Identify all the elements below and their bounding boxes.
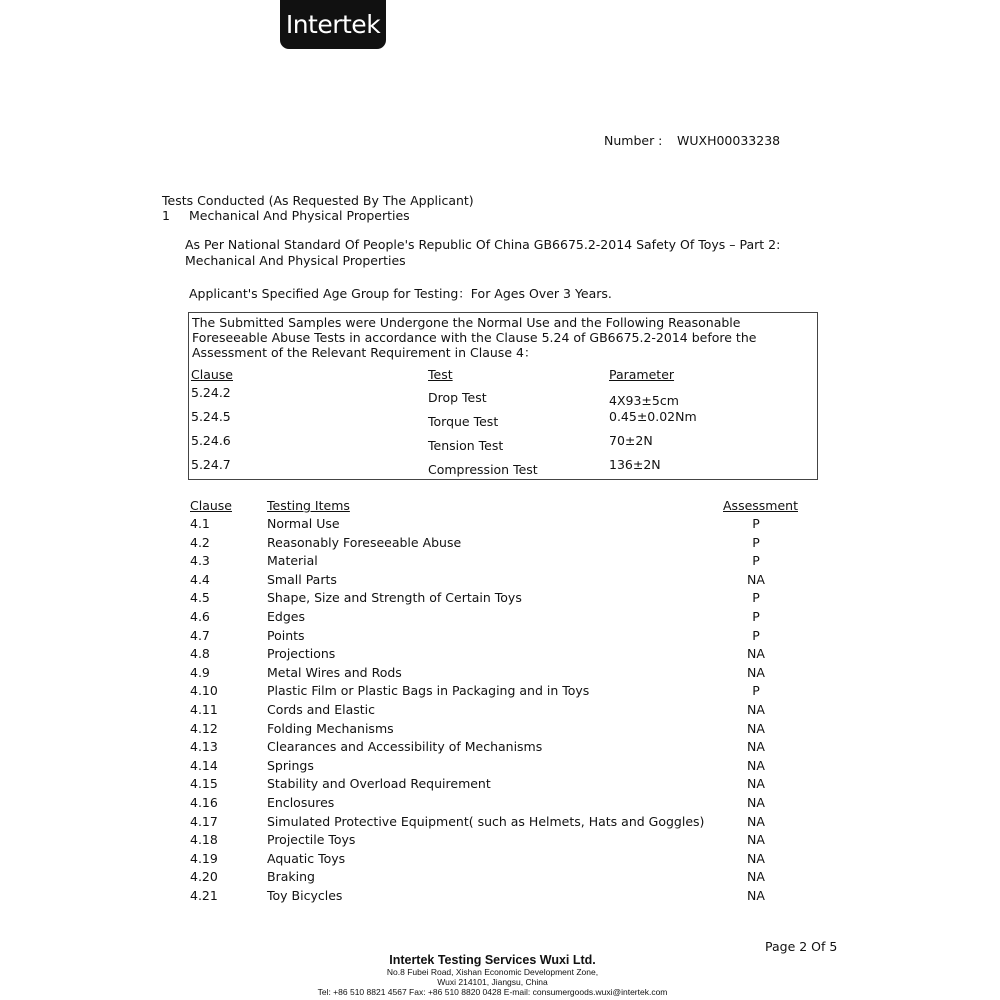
assessment-row-clause: 4.16	[190, 795, 218, 810]
assessment-row-clause: 4.12	[190, 721, 218, 736]
assessment-row-clause: 4.10	[190, 683, 218, 698]
assessment-row-result: NA	[747, 869, 765, 884]
abuse-row-parameter: 4X93±5cm	[609, 393, 679, 408]
abuse-row-parameter: 0.45±0.02Nm	[609, 409, 697, 424]
assessment-row-result: NA	[747, 832, 765, 847]
assessment-row-clause: 4.15	[190, 776, 218, 791]
assessment-row-clause: 4.2	[190, 535, 210, 550]
assessment-header-clause: Clause	[190, 498, 232, 513]
age-group: Applicant's Specified Age Group for Testing：For Ages Over 3 Years.	[189, 286, 612, 301]
assessment-row-item: Edges	[267, 609, 305, 624]
assessment-row-clause: 4.19	[190, 851, 218, 866]
assessment-row-item: Projectile Toys	[267, 832, 356, 847]
assessment-row-result: NA	[747, 776, 765, 791]
company-name: Intertek Testing Services Wuxi Ltd.	[389, 953, 596, 967]
abuse-row-clause: 5.24.5	[191, 409, 231, 424]
report-number-label: Number :	[604, 133, 663, 148]
assessment-row-result: NA	[747, 739, 765, 754]
page-number: Page 2 Of 5	[765, 939, 838, 954]
address-line-1: No.8 Fubei Road, Xishan Economic Development Zone,	[386, 967, 599, 977]
assessment-row-result: NA	[747, 665, 765, 680]
assessment-row-result: P	[752, 683, 760, 698]
assessment-row-item: Aquatic Toys	[267, 851, 346, 866]
assessment-row-result: P	[752, 516, 760, 531]
abuse-row-test: Drop Test	[428, 390, 487, 405]
assessment-row-clause: 4.1	[190, 516, 210, 531]
assessment-row-clause: 4.3	[190, 553, 210, 568]
abuse-row-clause: 5.24.6	[191, 433, 231, 448]
section-heading: Mechanical And Physical Properties	[189, 208, 410, 223]
assessment-row-clause: 4.11	[190, 702, 218, 717]
assessment-row-clause: 4.6	[190, 609, 210, 624]
section-number: 1	[162, 208, 170, 223]
assessment-row-result: NA	[747, 795, 765, 810]
assessment-row-item: Projections	[267, 646, 336, 661]
assessment-row-clause: 4.14	[190, 758, 218, 773]
abuse-row-test: Torque Test	[428, 414, 499, 429]
abuse-row-parameter: 136±2N	[609, 457, 661, 472]
assessment-row-result: P	[752, 590, 760, 605]
assessment-row-result: NA	[747, 572, 765, 587]
address-line-2: Wuxi 214101, Jiangsu, China	[437, 977, 548, 987]
assessment-row-item: Shape, Size and Strength of Certain Toys	[267, 590, 522, 605]
tests-conducted-title: Tests Conducted (As Requested By The Applicant)	[162, 193, 474, 208]
abuse-tests-box	[188, 312, 818, 480]
assessment-row-item: Normal Use	[267, 516, 340, 531]
abuse-row-clause: 5.24.7	[191, 457, 231, 472]
report-number-value: WUXH00033238	[677, 133, 781, 148]
assessment-row-result: NA	[747, 758, 765, 773]
abuse-header-parameter: Parameter	[609, 367, 675, 382]
assessment-row-item: Small Parts	[267, 572, 337, 587]
assessment-row-item: Clearances and Accessibility of Mechanisms	[267, 739, 543, 754]
assessment-row-item: Cords and Elastic	[267, 702, 375, 717]
standard-reference: As Per National Standard Of People's Republic Of China GB6675.2-2014 Safety Of Toys – Part 2: Mechanical And Physical Properties	[185, 237, 781, 268]
assessment-row-clause: 4.20	[190, 869, 218, 884]
assessment-row-result: NA	[747, 702, 765, 717]
assessment-row-clause: 4.4	[190, 572, 210, 587]
assessment-row-item: Reasonably Foreseeable Abuse	[267, 535, 462, 550]
assessment-row-clause: 4.5	[190, 590, 210, 605]
abuse-row-test: Compression Test	[428, 462, 538, 477]
assessment-row-item: Points	[267, 628, 305, 643]
intertek-logo: Intertek	[280, 0, 386, 49]
assessment-row-clause: 4.9	[190, 665, 210, 680]
assessment-header-assessment: Assessment	[723, 498, 798, 513]
assessment-row-item: Springs	[267, 758, 314, 773]
contact-line: Tel: +86 510 8821 4567 Fax: +86 510 8820 0428 E-mail: consumergoods.wuxi@intertek.com	[317, 987, 668, 997]
abuse-row-test: Tension Test	[428, 438, 504, 453]
assessment-row-result: NA	[747, 721, 765, 736]
assessment-row-item: Braking	[267, 869, 315, 884]
assessment-row-item: Enclosures	[267, 795, 335, 810]
assessment-row-item: Material	[267, 553, 318, 568]
assessment-row-item: Folding Mechanisms	[267, 721, 394, 736]
abuse-header-clause: Clause	[191, 367, 233, 382]
assessment-row-result: P	[752, 609, 760, 624]
assessment-row-item: Toy Bicycles	[267, 888, 343, 903]
assessment-header-item: Testing Items	[267, 498, 350, 513]
assessment-row-item: Simulated Protective Equipment( such as Helmets, Hats and Goggles)	[267, 814, 705, 829]
assessment-row-result: NA	[747, 814, 765, 829]
abuse-row-parameter: 70±2N	[609, 433, 653, 448]
assessment-row-clause: 4.17	[190, 814, 218, 829]
assessment-row-clause: 4.8	[190, 646, 210, 661]
assessment-row-result: NA	[747, 851, 765, 866]
assessment-row-clause: 4.7	[190, 628, 210, 643]
assessment-row-result: P	[752, 628, 760, 643]
assessment-row-item: Plastic Film or Plastic Bags in Packaging and in Toys	[267, 683, 590, 698]
abuse-row-clause: 5.24.2	[191, 385, 231, 400]
assessment-row-clause: 4.18	[190, 832, 218, 847]
assessment-row-clause: 4.13	[190, 739, 218, 754]
assessment-row-item: Metal Wires and Rods	[267, 665, 402, 680]
assessment-row-result: NA	[747, 646, 765, 661]
assessment-row-result: P	[752, 553, 760, 568]
assessment-row-item: Stability and Overload Requirement	[267, 776, 491, 791]
assessment-row-result: NA	[747, 888, 765, 903]
abuse-header-test: Test	[428, 367, 453, 382]
abuse-tests-intro: The Submitted Samples were Undergone the Normal Use and the Following Reasonable Foreseeable Abuse Tests in accordance with the Clause 5.24 of GB6675.2-2014 before the Assessment of the Relevant Requirement in Clause 4：	[192, 315, 757, 360]
assessment-row-result: P	[752, 535, 760, 550]
assessment-row-clause: 4.21	[190, 888, 218, 903]
